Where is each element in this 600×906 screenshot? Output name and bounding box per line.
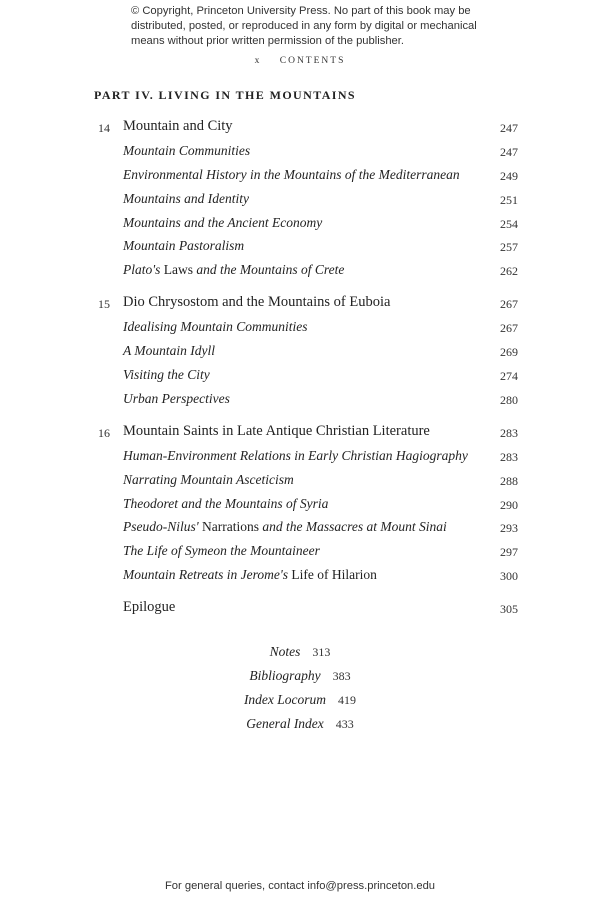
- section-entry[interactable]: [0, 447, 600, 469]
- page-number: 247: [500, 145, 518, 159]
- footer-contact: For general queries, contact info@press.princeton.edu: [164, 880, 436, 892]
- title-part: and the Massacres at Mount Sinai: [262, 519, 447, 534]
- title-part: Life of Hilarion: [287, 567, 377, 582]
- section-title: Visiting the City: [123, 367, 210, 382]
- page-number: 262: [500, 264, 518, 278]
- chapter-number: 14: [98, 121, 110, 135]
- section-entry[interactable]: [0, 261, 600, 283]
- page-number: 274: [500, 369, 518, 383]
- page-number: 280: [500, 393, 518, 407]
- section-title: Environmental History in the Mountains of the Mediterranean: [123, 167, 460, 182]
- page-number: 383: [332, 669, 351, 683]
- section-title: [123, 262, 344, 278]
- copyright-line: distributed, posted, or reproduced in any form by digital or mechanical: [131, 20, 477, 32]
- page-number: 288: [500, 474, 518, 488]
- section-entry[interactable]: [0, 214, 600, 236]
- running-head-label: CONTENTS: [279, 56, 346, 66]
- section-entry[interactable]: [0, 366, 600, 388]
- back-matter-notes[interactable]: [0, 643, 600, 661]
- page-number: 297: [500, 545, 518, 559]
- section-entry[interactable]: [0, 390, 600, 412]
- section-entry[interactable]: [0, 342, 600, 364]
- section-entry[interactable]: [0, 166, 600, 188]
- page-number: 283: [500, 450, 518, 464]
- running-head: [0, 56, 600, 66]
- epilogue-title: Epilogue: [123, 599, 176, 615]
- page-number: 267: [500, 297, 518, 311]
- back-matter-label: Bibliography: [249, 668, 321, 683]
- section-title: [123, 567, 377, 583]
- section-entry[interactable]: [0, 542, 600, 564]
- page-number: 305: [500, 602, 518, 616]
- section-title: Mountains and Identity: [123, 191, 249, 206]
- chapter-entry[interactable]: [0, 294, 600, 316]
- title-part: Laws: [160, 262, 197, 277]
- page-number: 433: [335, 717, 354, 731]
- copyright-line: © Copyright, Princeton University Press. No part of this book may be: [131, 5, 471, 17]
- back-matter-label: Index Locorum: [243, 692, 327, 707]
- title-part: Mountain Retreats in Jerome's: [123, 567, 288, 582]
- title-part: Plato's: [123, 262, 161, 277]
- section-title: Mountain Communities: [123, 143, 251, 158]
- page-number: 257: [500, 240, 518, 254]
- page-number: 300: [500, 569, 518, 583]
- back-matter-label: Notes: [269, 644, 301, 659]
- section-title: Idealising Mountain Communities: [123, 319, 308, 334]
- page-folio: x: [254, 56, 262, 66]
- chapter-number: 16: [98, 426, 110, 440]
- title-part: Pseudo-Nilus': [123, 519, 199, 534]
- epilogue-entry[interactable]: [0, 599, 600, 621]
- section-entry[interactable]: [0, 566, 600, 588]
- section-title: Theodoret and the Mountains of Syria: [123, 496, 329, 511]
- page-number: 283: [500, 426, 518, 440]
- chapter-entry[interactable]: [0, 118, 600, 140]
- section-entry[interactable]: [0, 518, 600, 540]
- section-title: Mountain Pastoralism: [123, 238, 245, 253]
- page-number: 251: [500, 193, 518, 207]
- back-matter-bibliography[interactable]: [0, 667, 600, 685]
- section-title: A Mountain Idyll: [123, 343, 215, 358]
- copyright-notice: [131, 4, 491, 49]
- section-entry[interactable]: [0, 318, 600, 340]
- section-title: Narrating Mountain Asceticism: [123, 472, 294, 487]
- chapter-title: Mountain and City: [123, 118, 233, 134]
- section-entry[interactable]: [0, 190, 600, 212]
- page-number: 247: [500, 121, 518, 135]
- section-title: The Life of Symeon the Mountaineer: [123, 543, 320, 558]
- page-number: 267: [500, 321, 518, 335]
- back-matter-label: General Index: [246, 716, 324, 731]
- part-title: PART IV. LIVING IN THE MOUNTAINS: [94, 88, 356, 102]
- chapter-title: Mountain Saints in Late Antique Christian Literature: [123, 423, 430, 439]
- page-number: 419: [338, 693, 357, 707]
- page-number: 290: [500, 498, 518, 512]
- back-matter-general-index[interactable]: [0, 715, 600, 733]
- page-number: 254: [500, 217, 518, 231]
- page-number: 313: [312, 645, 331, 659]
- section-title: Urban Perspectives: [123, 391, 230, 406]
- chapter-entry[interactable]: [0, 423, 600, 445]
- section-title: Mountains and the Ancient Economy: [123, 215, 323, 230]
- section-title: Human-Environment Relations in Early Christian Hagiography: [123, 448, 468, 463]
- chapter-number: 15: [98, 297, 110, 311]
- section-entry[interactable]: [0, 471, 600, 493]
- section-entry[interactable]: [0, 142, 600, 164]
- page-number: 293: [500, 521, 518, 535]
- page-number: 269: [500, 345, 518, 359]
- page-number: 249: [500, 169, 518, 183]
- section-entry[interactable]: [0, 495, 600, 517]
- back-matter-index-locorum[interactable]: [0, 691, 600, 709]
- copyright-line: means without prior written permission of the publisher.: [131, 35, 404, 47]
- title-part: and the Mountains of Crete: [196, 262, 345, 277]
- section-entry[interactable]: [0, 237, 600, 259]
- section-title: [123, 519, 447, 535]
- title-part: Narrations: [198, 519, 263, 534]
- chapter-title: Dio Chrysostom and the Mountains of Euboia: [123, 294, 391, 310]
